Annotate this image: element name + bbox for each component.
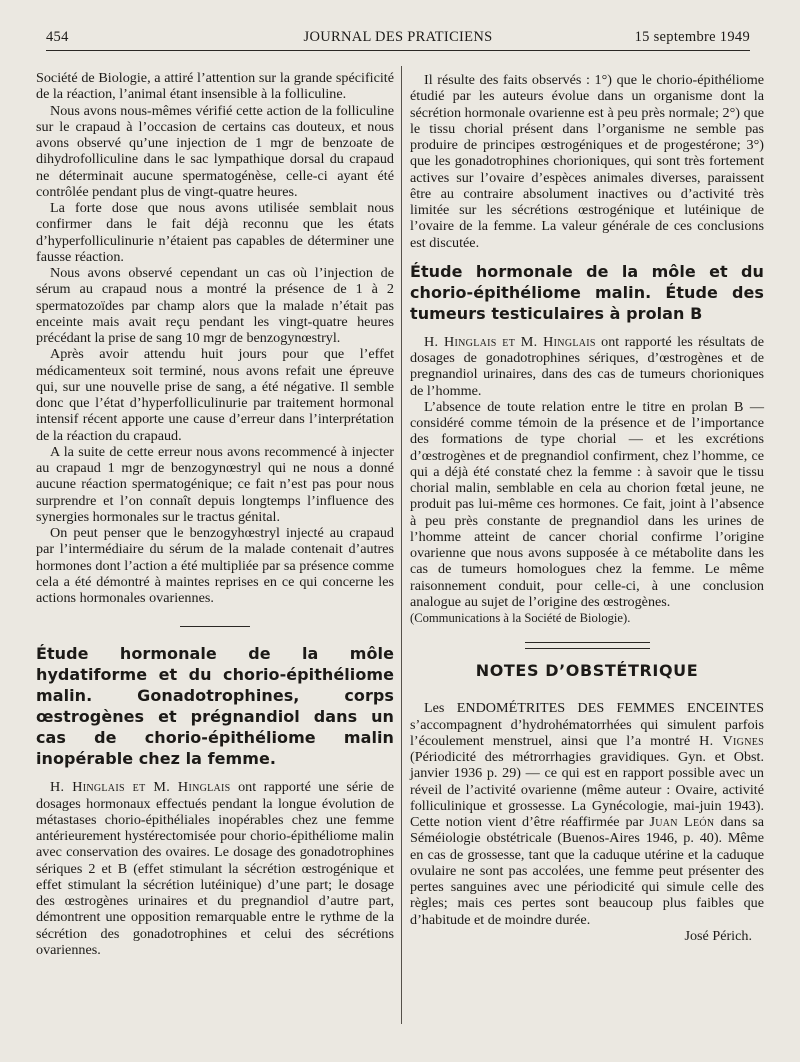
section-heading: NOTES D’OBSTÉTRIQUE (475, 661, 699, 681)
paragraph: L’absence de toute relation entre le titre en prolan B — considéré comme témoin de la présence et de l’importance des formations de type chorial — et les excrétions d’œstrogènes et de pregnandiol confirment, chez l’homme, ce qui a déjà été constaté chez la femme : à savoir que le tissu chorial malin, semblable en cela au chorion fœtal jeune, ne produit pas lui-même ces hormones. Ce fait, joint à l’absence à peu près constante de pregnandiol dans les urines de l’homme atteint de cancer chorial confirme l’origine ovarienne que nous avons supposée à ce métabolite dans les cas de tumeurs homologues chez la femme. Le même raisonnement conduit, pour celle-ci, à une conclusion analogue au sujet de l’origine des œstrogènes. (410, 398, 764, 610)
citation: (Communications à la Société de Biologie). (410, 611, 631, 625)
article-text: ont rapporté une série de dosages hormonaux effectués pendant la longue évolution de métastases chorio-épithéliales inopérables chez une femme antérieurement hystérectomisée pour chorio-épithéliome malin avec conservation des ovaires. Le dosage des gonadotrophines sériques 2 et B (effet stimulant la sécrétion œstrogénique et effet stimulant la sécrétion lutéinique) d’une part; le dosage des œstrogènes urinaires et du pregnandiol d’autre part, démontrent une opposition remarquable entre le rythme de la sécrétion des gonadotrophines et celui des sécrétions ovariennes. (36, 779, 394, 958)
article-text: ont rapporté les résultats de dosages de gonadotrophines sériques, d’œstrogènes et de pregnandiol urinaires, dans des cas de tumeurs chorioniques de l’homme. (410, 333, 764, 399)
section-rule-double (525, 642, 650, 649)
paragraph: On peut penser que le benzogyhœstryl injecté au crapaud par l’intermédiaire du sérum de la malade contenait d’autres hormones dont l’action a été multipliée par sa présence comme cela a été démontré à maintes reprises en ce qui concerne les actions hormonales ovariennes. (36, 525, 394, 606)
section-rule (180, 626, 250, 627)
signature: José Périch. (684, 927, 752, 944)
authors: H. Hinglais et M. Hinglais (424, 333, 596, 350)
author-ref: H. Vignes (699, 732, 764, 749)
notes-text: dans sa Séméiologie obstétricale (Buenos-Aires 1946, p. 40). Même en cas de grossesse, tant que la caduque utérine et la caduque ovulaire ne sont pas accolées, une femme peut présenter des pertes sanguines avec une périodicité qui simule celle des règles; mais ces pertes sont beaucoup plus faibles que d’habitude et de moindre durée. (410, 814, 764, 928)
author-ref: Juan León (649, 814, 715, 830)
paragraph: Nous avons nous-mêmes vérifié cette action de la folliculine sur le crapaud à l’occasion de certains cas douteux, et nous avons observé qu’une injection de 1 mgr de benzoate de dihydrofolliculine dans le sac lympathique dorsal du crapaud ne déterminait aucune spermatogénèse, celle-ci ayant été contrôlée pendant plus de vingt-quatre heures. (36, 102, 394, 200)
paragraph: Après avoir attendu huit jours pour que l’effet médicamenteux soit terminé, nous avons refait une épreuve qui, sur une nouvelle prise de sang, a été négative. Il semble donc que l’état d’hyperfolliculinurie par traitement hormonal intensif récent apporte une cause d’erreur dans l’interprétation de la réaction du crapaud. (36, 346, 394, 444)
right-column (410, 72, 764, 944)
article-heading: Étude hormonale de la môle et du chorio-épithéliome malin. Étude des tumeurs testiculaires à prolan B (410, 261, 764, 323)
left-column (36, 70, 394, 958)
issue-date: 15 septembre 1949 (634, 29, 750, 45)
notes-paragraph (410, 700, 764, 928)
column-divider (401, 66, 402, 1024)
paragraph: Nous avons observé cependant un cas où l’injection de sérum au crapaud nous a montré la présence de 1 à 2 spermatozoïdes par champ alors que la malade n’était pas enceinte mais avait reçu pendant les vingt-quatre heures précédant la prise de sang 10 mgr de benzogynœstryl. (36, 265, 394, 346)
notes-text: Les ENDOMÉTRITES DES FEMMES ENCEINTES s’accompagnent d’hydrohématorrhées qui simulent parfois l’écoulement menstruel, ainsi que l’a montré (410, 700, 764, 749)
paragraph: La forte dose que nous avons utilisée semblait nous confirmer dans le fait déjà reconnu que les états d’hyperfolliculinurie n’étaient pas capables de déterminer une fausse réaction. (36, 200, 394, 265)
article-heading: Étude hormonale de la môle hydatiforme et du chorio-épithéliome malin. Gonadotrophines, corps œstrogènes et prégnandiol dans un cas de chorio-épithéliome malin inopérable chez la femme. (36, 644, 394, 769)
paragraph: A la suite de cette erreur nous avons recommencé à injecter au crapaud 1 mgr de benzogynœstryl qui ne nous a donné aucune réaction spermatogénique; ce fait n’est pas pour nous surprendre et l’on connaît depuis longtemps l’influence des synergies hormonales sur le tractus génital. (36, 443, 394, 525)
article-paragraph (410, 334, 764, 399)
page-number: 454 (46, 29, 69, 45)
paragraph: Société de Biologie, a attiré l’attention sur la grande spécificité de la réaction, l’animal étant insensible à la folliculine. (36, 70, 394, 103)
running-header (46, 26, 750, 51)
paragraph: Il résulte des faits observés : 1°) que le chorio-épithéliome étudié par les auteurs évolue dans un organisme dont la sécrétion hormonale ovarienne est à peu près normale; 2°) que le tissu chorial présent dans l’organisme ne semble pas produire de principes œstrogéniques et de progestérone; 3°) que les gonadotrophines chorioniques, qui sont très fortement actives sur l’ovaire d’espèces animales diverses, paraissent être au contraire absolument inactives ou d’activité très limitée sur les sécrétions œstrogénique et lutéinique de l’ovaire de la femme. La valeur générale de ces conclusions est discutée. (410, 72, 764, 251)
article-paragraph (36, 779, 394, 958)
journal-title: JOURNAL DES PRATICIENS (303, 29, 493, 45)
authors: H. Hinglais et M. Hinglais (50, 779, 231, 796)
notes-text: (Périodicité des métrorrhagies gravidiques. Gyn. et Obst. janvier 1936 p. 29) — ce qui est en rapport possible avec un réveil de l’activité ovarienne (même auteur : Ovaire, activité folliculinique et grossesse. La Gynécologie, mai-juin 1943). Cette notion vient d’être réaffirmée par (410, 749, 764, 830)
